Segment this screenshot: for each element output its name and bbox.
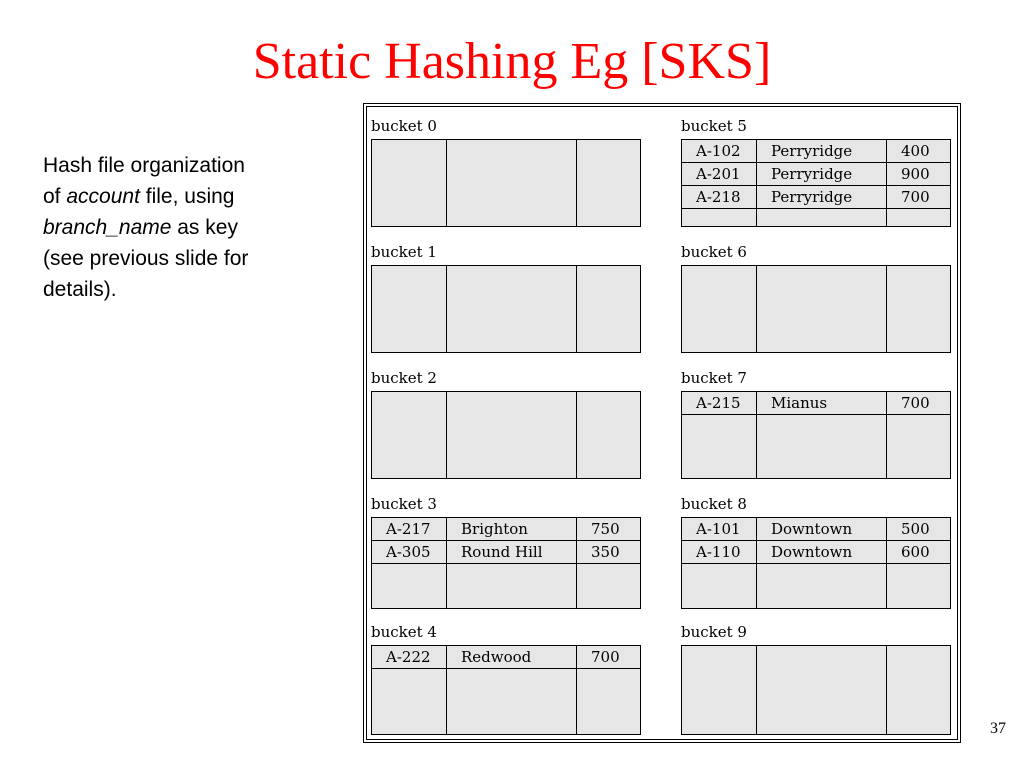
balance-cell: 900 [901,165,930,183]
record-row [682,140,950,163]
empty-slot [372,392,640,478]
description-emphasis: account [66,185,140,208]
balance-cell: 350 [591,543,620,561]
branch-name-cell: Mianus [757,392,887,414]
empty-slot [682,564,950,608]
bucket-table [371,139,641,227]
description-line: file, using [139,185,235,208]
description-emphasis: branch_name [43,216,172,239]
bucket-8 [681,495,951,609]
empty-cell [757,209,887,226]
page-number: 37 [990,720,1006,737]
bucket-table [681,265,951,353]
empty-slot [682,266,950,352]
empty-cell [757,415,887,478]
bucket-table [371,265,641,353]
empty-cell [682,209,757,226]
empty-cell [682,646,757,734]
description-line: as key [171,216,238,239]
account-number-cell: A-218 [682,186,757,208]
branch-name-cell: Perryridge [757,186,887,208]
bucket-table [681,139,951,227]
branch-name-cell: Downtown [757,541,887,563]
account-number-cell: A-222 [372,646,447,668]
description-line: Hash file organization [43,154,245,177]
bucket-table [371,645,641,735]
balance-cell: 400 [901,142,930,160]
hash-buckets-figure [366,106,958,740]
record-row [372,541,640,564]
empty-cell [447,266,577,352]
account-number-cell: A-102 [682,140,757,162]
bucket-4 [371,623,641,735]
empty-cell [887,646,950,734]
bucket-table [681,391,951,479]
bucket-label: bucket 9 [681,623,747,641]
record-row [682,518,950,541]
empty-slot [682,646,950,734]
branch-name-cell: Perryridge [757,140,887,162]
account-number-cell: A-110 [682,541,757,563]
empty-cell [682,564,757,608]
empty-slot [682,209,950,226]
branch-name-cell: Redwood [447,646,577,668]
account-number-cell: A-101 [682,518,757,540]
empty-cell [887,564,950,608]
bucket-9 [681,623,951,735]
balance-cell: 700 [901,188,930,206]
empty-cell [447,140,577,226]
bucket-table [681,645,951,735]
empty-slot [372,669,640,734]
bucket-table [371,391,641,479]
bucket-label: bucket 1 [371,243,437,261]
branch-name-cell: Round Hill [447,541,577,563]
bucket-label: bucket 2 [371,369,437,387]
record-row [682,392,950,415]
branch-name-cell: Perryridge [757,163,887,185]
bucket-label: bucket 3 [371,495,437,513]
branch-name-cell: Downtown [757,518,887,540]
balance-cell: 500 [901,520,930,538]
empty-cell [577,392,640,478]
empty-cell [887,415,950,478]
bucket-0 [371,117,641,227]
description-line: (see previous slide for [43,247,249,270]
bucket-5 [681,117,951,227]
bucket-label: bucket 7 [681,369,747,387]
description-line: details). [43,278,117,301]
bucket-1 [371,243,641,353]
empty-cell [447,669,577,734]
empty-slot [372,140,640,226]
slide-title: Static Hashing Eg [SKS] [252,33,772,90]
empty-cell [757,646,887,734]
empty-cell [757,564,887,608]
bucket-label: bucket 4 [371,623,437,641]
bucket-label: bucket 6 [681,243,747,261]
branch-name-cell: Brighton [447,518,577,540]
account-number-cell: A-217 [372,518,447,540]
bucket-table [371,517,641,609]
empty-cell [447,392,577,478]
bucket-2 [371,369,641,479]
empty-cell [887,209,950,226]
empty-cell [372,266,447,352]
bucket-7 [681,369,951,479]
description-text [43,150,313,305]
empty-cell [577,564,640,608]
account-number-cell: A-215 [682,392,757,414]
record-row [682,541,950,564]
balance-cell: 700 [591,648,620,666]
empty-cell [757,266,887,352]
empty-cell [577,266,640,352]
empty-cell [682,415,757,478]
balance-cell: 750 [591,520,620,538]
bucket-label: bucket 5 [681,117,747,135]
record-row [682,186,950,209]
record-row [372,646,640,669]
empty-cell [372,140,447,226]
bucket-label: bucket 8 [681,495,747,513]
account-number-cell: A-305 [372,541,447,563]
empty-cell [577,669,640,734]
empty-cell [577,140,640,226]
bucket-label: bucket 0 [371,117,437,135]
bucket-3 [371,495,641,609]
empty-cell [887,266,950,352]
empty-cell [372,669,447,734]
bucket-table [681,517,951,609]
record-row [372,518,640,541]
empty-cell [372,392,447,478]
record-row [682,163,950,186]
balance-cell: 700 [901,394,930,412]
bucket-6 [681,243,951,353]
empty-slot [682,415,950,478]
empty-cell [447,564,577,608]
account-number-cell: A-201 [682,163,757,185]
empty-slot [372,564,640,608]
empty-cell [682,266,757,352]
empty-cell [372,564,447,608]
empty-slot [372,266,640,352]
balance-cell: 600 [901,543,930,561]
description-line: of [43,185,67,208]
